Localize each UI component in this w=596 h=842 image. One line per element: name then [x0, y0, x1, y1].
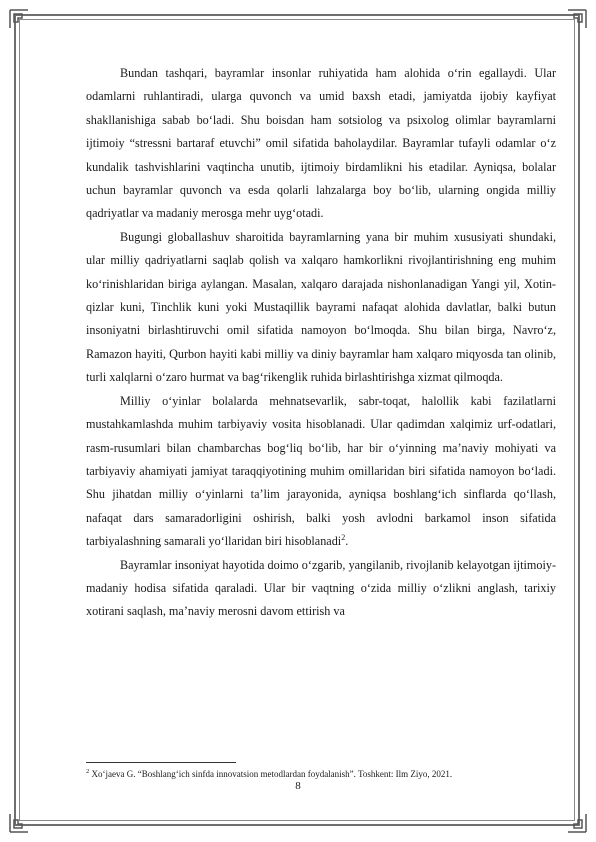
- footnote-reference[interactable]: 2: [341, 533, 346, 543]
- paragraph-end: .: [345, 534, 349, 549]
- paragraph: Bundan tashqari, bayramlar insonlar ruhiyatida ham alohida oʻrin egallaydi. Ular odamlarni ruhlantiradi, ularga quvonch va umid baxsh etadi, jamiyatda ijobiy kayfiyat shakllanishiga sabab boʻladi. Shu boisdan ham sotsiolog va psixolog olimlar bayramlarni ijtimoiy “stressni bartaraf etuvchi” omil sifatida baholaydilar. Bayramlar tufayli odamlar oʻz kundalik tashvishlarini vaqtincha unutib, ijtimoiy birdamlikni his etadilar. Ayniqsa, bolalar uchun bayramlar quvonch va esda qolarli lahzalarga boy boʻlib, ularning ongida milliy qadriyatlar va madaniy merosga mehr uygʻotadi.: [86, 66, 556, 221]
- page-number: 8: [295, 780, 301, 792]
- footnote: [86, 766, 556, 780]
- corner-ornament-icon: [8, 812, 30, 834]
- footnote-number: 2: [86, 768, 90, 775]
- paragraph: Bayramlar insoniyat hayotida doimo oʻzgarib, yangilanib, rivojlanib kelayotgan ijtimoiy-madaniy hodisa sifatida qaraladi. Ular bir vaqtning oʻzida milliy oʻzlikni anglash, tarixiy xotirani saqlash, maʼnaviy merosni davom ettirish va: [86, 557, 556, 619]
- paragraph: Bugungi globallashuv sharoitida bayramlarning yana bir muhim xususiyati shundaki, ular milliy qadriyatlarni saqlab qolish va xalqaro hamkorlikni rivojlantirishning eng muhim koʻrinishlaridan biriga aylangan. Masalan, xalqaro darajada nishonlanadigan Yangi yil, Xotin-qizlar kuni, Tinchlik kuni yoki Mustaqillik bayrami nafaqat alohida davlatlar, balki butun insoniyatni birlashtiruvchi omil sifatida namoyon boʻlmoqda. Shu bilan birga, Navroʻz, Ramazon hayiti, Qurbon hayiti kabi milliy va diniy bayramlar ham xalqaro miqyosda tan olinib, turli xalqlarni oʻzaro hurmat va bagʻrikenglik ruhida birlashtirishga xizmat qilmoqda.: [86, 229, 556, 385]
- paragraph: [86, 390, 556, 554]
- corner-ornament-icon: [8, 8, 30, 30]
- corner-ornament-icon: [566, 8, 588, 30]
- corner-ornament-icon: [566, 812, 588, 834]
- paragraph-text: Milliy oʻyinlar bolalarda mehnatsevarlik, sabr-toqat, halollik kabi fazilatlarni mustahkamlashda muhim tarbiyaviy vosita hisoblanadi. Ular qadimdan xalqimiz urf-odatlari, rasm-rusumlari bilan chambarchas bogʻliq boʻlib, har bir oʻyinning maʼnaviy mohiyati va tarbiyaviy ahamiyati jamiyat taraqqiyotining muhim omillaridan biri sifatida namoyon boʻladi. Shu jihatdan milliy oʻyinlarni taʼlim jarayonida, ayniqsa boshlangʻich sinflarda qoʻllash, nafaqat dars samaradorligini oshirish, balki yosh avlodni barkamol inson sifatida tarbiyalashning samarali yoʻllaridan biri hisoblanadi: [86, 393, 556, 549]
- footnote-text: Xoʻjaeva G. “Boshlangʻich sinfda innovatsion metodlardan foydalanish”. Toshkent: Ilm Ziyo, 2021.: [89, 769, 453, 779]
- body-text: [86, 62, 556, 624]
- footnote-separator: [86, 762, 236, 763]
